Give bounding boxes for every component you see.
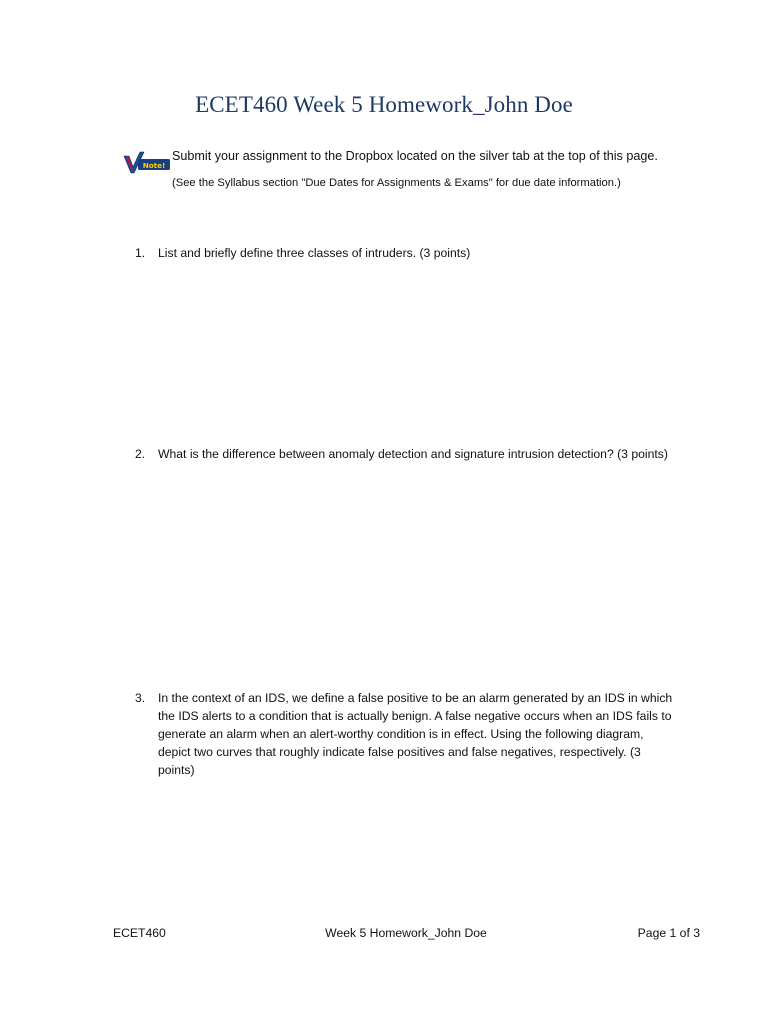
- footer-document-name: Week 5 Homework_John Doe: [325, 926, 487, 940]
- question-2: [135, 445, 675, 463]
- question-number: 2.: [135, 447, 146, 461]
- footer-course-code: ECET460: [113, 926, 166, 940]
- question-3: [135, 689, 675, 779]
- question-1: [135, 244, 675, 262]
- question-text: What is the difference between anomaly detection and signature intrusion detection? (3 points): [158, 447, 668, 461]
- svg-text:Note!: Note!: [142, 160, 166, 170]
- document-title: ECET460 Week 5 Homework_John Doe: [195, 92, 573, 117]
- footer-page-number: Page 1 of 3: [637, 926, 700, 940]
- question-text: In the context of an IDS, we define a false positive to be an alarm generated by an IDS in which the IDS alerts to a condition that is actually benign. A false negative occurs when an IDS fails to generate an alarm when an alert-worthy condition is in effect. Using the following diagram, depict two curves that roughly indicate false positives and false negatives, respectively. (3 points): [158, 691, 673, 777]
- note-banner: [121, 146, 681, 194]
- note-dropbox-instruction: Submit your assignment to the Dropbox located on the silver tab at the top of this page.: [172, 149, 658, 163]
- question-number: 1.: [135, 246, 146, 260]
- note-checkmark-icon: [123, 150, 171, 174]
- question-number: 3.: [135, 691, 146, 705]
- question-text: List and briefly define three classes of intruders. (3 points): [158, 246, 471, 260]
- note-syllabus-reference: (See the Syllabus section "Due Dates for Assignments & Exams" for due date information.): [172, 177, 621, 189]
